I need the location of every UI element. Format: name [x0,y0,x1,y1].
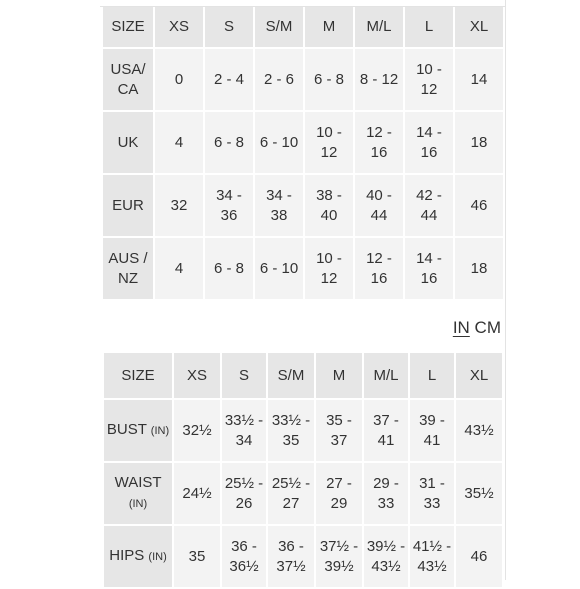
column-header: L [410,353,454,398]
table-cell [355,112,403,173]
table-cell [410,526,454,587]
table-header-row [103,7,503,47]
table-row [103,238,503,299]
cell-text-line: 36 - [278,537,304,555]
cell-text-line: 43½ [464,421,494,439]
cell-text-line: 39½ [324,557,354,575]
table-cell [268,526,314,587]
column-header: L [405,7,453,47]
cell-text-line: 35½ [464,484,494,502]
cell-text-line: 27 - [326,474,352,492]
cell-text-line: 32 [170,196,188,214]
cell-text-line: 34 - [266,186,292,204]
cell-text-line: 10 - [316,249,342,267]
cell-text-line: AUS / [108,249,148,267]
cell-text-line: 10 - [316,123,342,141]
table-row [103,49,503,110]
table-cell [174,526,220,587]
cell-text-line: 2 - 4 [213,70,244,88]
cell-text-line: 12 - [366,249,392,267]
cell-text-line: 38 - [316,186,342,204]
cell-text-line: 41½ - [412,537,452,555]
cell-text-line: 46 [470,196,488,214]
cell-text-line: 25½ - [271,474,311,492]
cell-text-line: 35 [282,431,300,449]
table-cell [456,463,502,524]
table-cell [455,112,503,173]
column-header: S [205,7,253,47]
column-header: SIZE [103,7,153,47]
cell-text-line: 36½ [229,557,259,575]
table-cell [222,400,266,461]
cell-text-line: 39½ - [366,537,406,555]
table-cell [305,49,353,110]
row-header-cell [104,463,172,524]
cell-text-line: NZ [118,269,138,287]
table-row [104,526,502,587]
cell-text-line: CA [117,80,139,98]
table-cell [355,49,403,110]
unit-inches-link[interactable]: IN [452,318,470,337]
table-cell [456,526,502,587]
cell-text-line: 25½ - [224,474,264,492]
cell-text-line: 46 [470,547,488,565]
table-row [103,175,503,236]
table-header-row [104,353,502,398]
table-cell [405,175,453,236]
cell-text-line: 6 - 8 [213,259,244,277]
cell-text-line: 18 [470,133,488,151]
table-cell [155,112,203,173]
cell-text-line: UK [117,133,139,151]
table-cell [456,400,502,461]
column-header: M/L [364,353,408,398]
table-cell [455,175,503,236]
cell-text-line: 18 [470,259,488,277]
table-cell [316,400,362,461]
table-cell [305,112,353,173]
cell-text-line: 12 [320,269,338,287]
cell-text-line: 37½ - [319,537,359,555]
cell-text-line: 14 - [416,249,442,267]
column-header: XL [455,7,503,47]
row-header-cell [103,238,153,299]
cell-text-line: 16 [370,269,388,287]
cell-text-line: USA/ [110,60,146,78]
cell-text-line: 32½ [182,421,212,439]
measurement-unit: (IN) [128,498,148,510]
table-cell [205,238,253,299]
table-cell [305,175,353,236]
column-header: SIZE [104,353,172,398]
table-cell [205,49,253,110]
measurement-unit: (IN) [148,551,167,563]
table-cell [255,238,303,299]
table-cell [355,175,403,236]
column-header: S/M [255,7,303,47]
cell-text-line: 16 [370,143,388,161]
table-cell [268,463,314,524]
cell-text-line: 6 - 8 [313,70,344,88]
cell-text-line: 0 [174,70,184,88]
table-row [103,112,503,173]
measurement-unit: (IN) [150,425,170,437]
table-cell [174,400,220,461]
table-row [104,400,502,461]
table-cell [316,463,362,524]
table-cell [155,175,203,236]
cell-text-line: 42 - [416,186,442,204]
cell-text-line: 8 - 12 [359,70,399,88]
cell-text-line: 43½ [371,557,401,575]
measurement-label: WAIST [114,474,162,491]
cell-text-line: 6 - 10 [259,259,299,277]
table-cell [316,526,362,587]
cell-text-line: 29 [330,494,348,512]
cell-text-line: 2 - 6 [263,70,294,88]
table-cell [364,463,408,524]
cell-text-line: 40 [320,206,338,224]
table-cell [155,49,203,110]
row-header-cell [103,175,153,236]
cell-text-line: 27 [282,494,300,512]
cell-text-line: 31 - [419,474,445,492]
cell-text-line: 38 [270,206,288,224]
cell-text-line: 33 [377,494,395,512]
table-cell [355,238,403,299]
cell-text-line: 14 - [416,123,442,141]
cell-text-line: 4 [174,259,184,277]
cell-text-line: 36 [220,206,238,224]
column-header: M/L [355,7,403,47]
column-header: S/M [268,353,314,398]
measurement-label: HIPS [109,547,145,564]
column-header: XL [456,353,502,398]
cell-text-line: 6 - 8 [213,133,244,151]
table-cell [205,175,253,236]
cell-text-line: 36 - [231,537,257,555]
table-cell [255,49,303,110]
cell-text-line: 6 - 10 [259,133,299,151]
table-cell [268,400,314,461]
table-cell [255,112,303,173]
cell-text-line: 41 [423,431,441,449]
cell-text-line: 39 - [419,411,445,429]
table-cell [222,463,266,524]
cell-text-line: 4 [174,133,184,151]
cell-text-line: 26 [235,494,253,512]
table-cell [155,238,203,299]
measurement-label: BUST [106,421,147,438]
table-cell [405,49,453,110]
cell-text-line: 35 - [326,411,352,429]
table-cell [174,463,220,524]
cell-text-line: 33 [423,494,441,512]
column-header: M [316,353,362,398]
cell-text-line: 29 - [373,474,399,492]
cell-text-line: 35 [188,547,206,565]
table-cell [405,238,453,299]
table-cell [455,238,503,299]
table-cell [364,526,408,587]
cell-text-line: 12 [420,80,438,98]
cell-text-line: 37 [330,431,348,449]
cell-text-line: 24½ [182,484,212,502]
table-cell [205,112,253,173]
cell-text-line: 43½ [417,557,447,575]
cell-text-line: 34 [235,431,253,449]
table-cell [410,463,454,524]
table-cell [405,112,453,173]
table-cell [455,49,503,110]
row-header-cell [103,49,153,110]
cell-text-line: 40 - [366,186,392,204]
column-header: XS [155,7,203,47]
cell-text-line: 16 [420,143,438,161]
cell-text-line: 33½ - [224,411,264,429]
table-cell [305,238,353,299]
cell-text-line: 12 - [366,123,392,141]
unit-toggle [453,318,501,338]
cell-text-line: 16 [420,269,438,287]
row-header-cell [103,112,153,173]
cell-text-line: 34 - [216,186,242,204]
cell-text-line: 41 [377,431,395,449]
table-cell [255,175,303,236]
page-divider-vertical [505,0,506,580]
row-header-cell [104,526,172,587]
column-header: M [305,7,353,47]
table-cell [410,400,454,461]
column-header: XS [174,353,220,398]
cell-text-line: 37 - [373,411,399,429]
cell-text-line: 14 [470,70,488,88]
body-measurements-table [102,351,504,589]
cell-text-line: 33½ - [271,411,311,429]
table-cell [364,400,408,461]
row-header-cell [104,400,172,461]
table-row [104,463,502,524]
cell-text-line: 44 [420,206,438,224]
column-header: S [222,353,266,398]
cell-text-line: 44 [370,206,388,224]
cell-text-line: EUR [112,196,144,214]
international-size-table [101,5,505,301]
cell-text-line: 10 - [416,60,442,78]
cell-text-line: 12 [320,143,338,161]
table-cell [222,526,266,587]
unit-centimeters-link[interactable]: CM [474,318,501,337]
cell-text-line: 37½ [276,557,306,575]
